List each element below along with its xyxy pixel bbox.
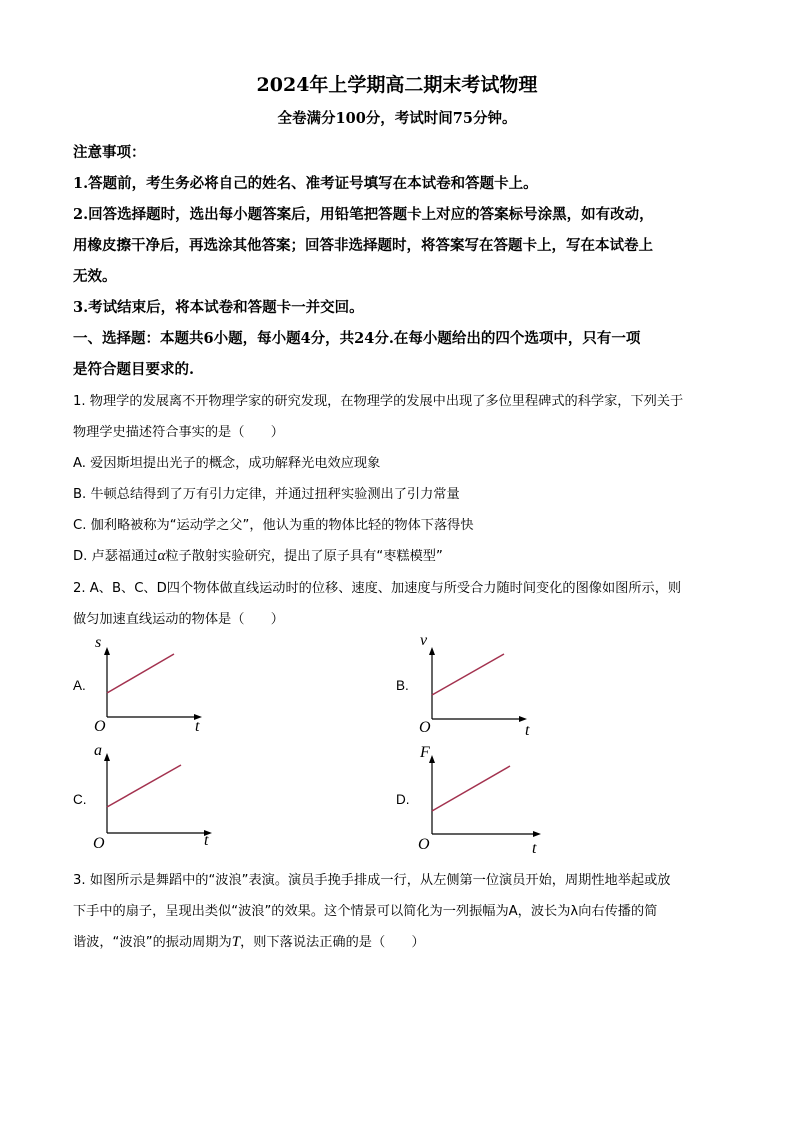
y-axis-label: F <box>420 744 430 761</box>
x-axis-arrow <box>533 831 541 837</box>
y-axis-arrow <box>104 647 110 655</box>
origin-label: O <box>94 718 106 735</box>
alpha-symbol: α <box>157 548 166 564</box>
y-axis-label: s <box>95 634 102 651</box>
x-axis-label: t <box>525 722 530 739</box>
q1-option-c: C. 伽利略被称为“运动学之父”，他认为重的物体比轻的物体下落得快 <box>73 518 474 533</box>
origin-label: O <box>419 719 431 736</box>
q1-option-d-pre: D. 卢瑟福通过 <box>73 549 158 564</box>
q3-stem-line-1: 3. 如图所示是舞蹈中的“波浪”表演。演员手挽手排成一行，从左侧第一位演员开始，周期性地举起或放 <box>73 873 671 888</box>
x-axis-label: t <box>204 832 209 849</box>
origin-label: O <box>93 835 105 852</box>
exam-subtitle: 全卷满分100分，考试时间75分钟。 <box>277 110 517 127</box>
q2-graph-a <box>92 635 212 739</box>
q3-stem-line-3-post: ，则下落说法正确的是（ ） <box>240 935 425 950</box>
q1-option-a: A. 爱因斯坦提出光子的概念，成功解释光电效应现象 <box>73 456 381 471</box>
notice-heading: 注意事项： <box>73 144 146 161</box>
q2-graph-c-svg <box>92 742 217 852</box>
q3-stem-line-2: 下手中的扇子，呈现出类似“波浪”的效果。这个情景可以简化为一列振幅为A，波长为λ向右传播的简 <box>73 904 658 919</box>
q2-graph-a-svg <box>92 635 212 735</box>
q2-graph-d <box>417 745 545 859</box>
q2-graph-c-label: C. <box>73 792 87 807</box>
graph-line <box>107 765 181 807</box>
q2-graph-b-label: B. <box>396 678 409 693</box>
notice-item-2-line-3: 无效。 <box>73 268 117 285</box>
q2-graph-b-svg <box>417 632 537 739</box>
notice-item-2-line-1: 2.回答选择题时，选出每小题答案后，用铅笔把答题卡上对应的答案标号涂黑，如有改动， <box>73 206 654 223</box>
x-axis-label: t <box>532 840 537 857</box>
q1-option-b: B. 牛顿总结得到了万有引力定律，并通过扭秤实验测出了引力常量 <box>73 487 460 502</box>
q2-graph-a-label: A. <box>73 678 86 693</box>
q1-stem-line-1: 1. 物理学的发展离不开物理学家的研究发现，在物理学的发展中出现了多位里程碑式的科学家，下列关于 <box>73 394 684 409</box>
graph-line <box>432 766 510 811</box>
q1-option-d-post: 粒子散射实验研究，提出了原子具有“枣糕模型” <box>165 549 443 564</box>
notice-item-3: 3.考试结束后，将本试卷和答题卡一并交回。 <box>73 299 364 316</box>
y-axis-label: v <box>420 632 428 649</box>
origin-label: O <box>418 836 430 853</box>
y-axis-arrow <box>104 753 110 761</box>
section-heading-line-2: 是符合题目要求的. <box>73 361 195 378</box>
q3-stem-line-3 <box>73 931 425 951</box>
q3-stem-line-3-pre: 谐波，“波浪”的振动周期为 <box>73 935 232 950</box>
q2-stem-line-1: 2. A、B、C、D四个物体做直线运动时的位移、速度、加速度与所受合力随时间变化的图像如图所示，则 <box>73 581 682 596</box>
exam-title: 2024年上学期高二期末考试物理 <box>256 74 538 96</box>
q2-stem-line-2: 做匀加速直线运动的物体是（ ） <box>73 612 284 627</box>
q1-option-d <box>73 545 443 565</box>
period-symbol: T <box>231 934 241 950</box>
y-axis-arrow <box>429 647 435 655</box>
graph-line <box>107 654 174 693</box>
q2-graph-b <box>417 632 537 739</box>
graph-line <box>432 654 504 695</box>
y-axis-arrow <box>429 755 435 763</box>
section-heading-line-1: 一、选择题：本题共6小题，每小题4分，共24分.在每小题给出的四个选项中，只有一项 <box>73 330 641 347</box>
notice-item-2-line-2: 用橡皮擦干净后，再选涂其他答案；回答非选择题时，将答案写在答题卡上，写在本试卷上 <box>73 237 653 254</box>
notice-item-1: 1.答题前，考生务必将自己的姓名、准考证号填写在本试卷和答题卡上。 <box>73 175 538 192</box>
q2-graph-c <box>92 742 217 854</box>
x-axis-label: t <box>195 718 200 735</box>
q2-graph-d-label: D. <box>396 792 410 807</box>
q2-graph-d-svg <box>417 745 545 855</box>
q1-stem-line-2: 物理学史描述符合事实的是（ ） <box>73 425 284 440</box>
y-axis-label: a <box>94 742 102 759</box>
